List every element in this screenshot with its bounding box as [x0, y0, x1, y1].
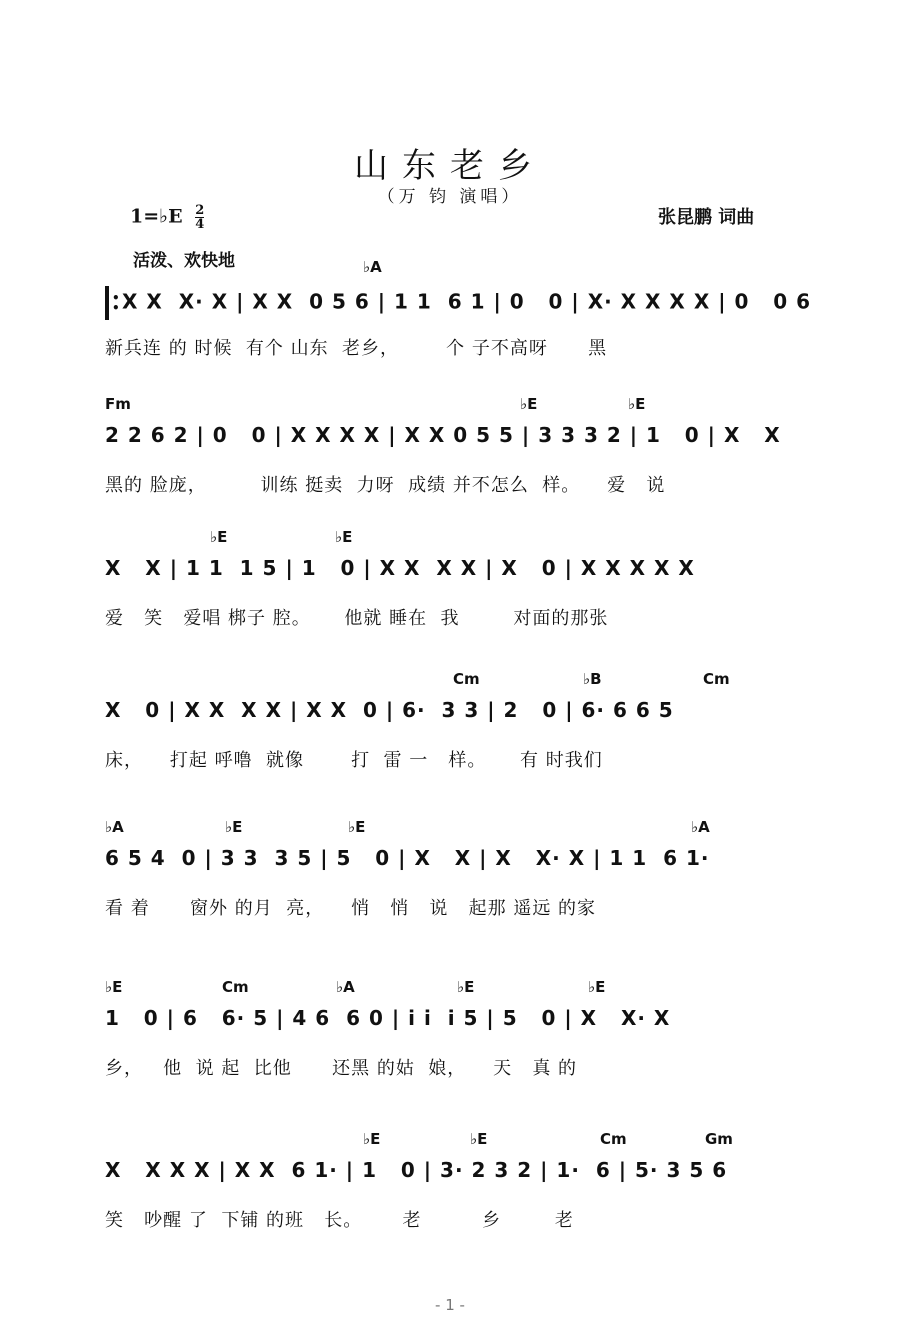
tempo-marking: 活泼、欢快地	[133, 251, 235, 271]
time-signature	[195, 204, 204, 231]
lyrics-row: 看 着 窗外 的月 亮， 悄 悄 说 起那 遥远 的家	[105, 898, 597, 919]
notation-row: X X | 1 1 1 5 | 1 0 | X X X X | X 0 | X X X X X	[105, 556, 695, 580]
lyrics-row: 黑的 脸庞， 训练 挺卖 力呀 成绩 并不怎么 样。 爱 说	[105, 475, 666, 496]
repeat-dots: • •	[112, 291, 121, 315]
chord-symbol: ♭E	[470, 1130, 488, 1148]
chord-symbol: Cm	[600, 1130, 627, 1148]
chord-symbol: Cm	[222, 978, 249, 996]
chord-row	[105, 528, 825, 552]
chord-row	[105, 818, 825, 842]
chord-symbol: ♭E	[628, 395, 646, 413]
repeat-start-barline	[105, 286, 109, 320]
chord-symbol: Gm	[705, 1130, 733, 1148]
chord-row	[105, 978, 825, 1002]
notation-row: 6 5 4 0 | 3 3 3 5 | 5 0 | X X | X X· X | 1 1 6 1·	[105, 846, 710, 870]
chord-symbol: ♭E	[457, 978, 475, 996]
chord-symbol: ♭E	[210, 528, 228, 546]
chord-symbol: ♭E	[520, 395, 538, 413]
key-signature	[130, 204, 204, 231]
chord-symbol: ♭B	[583, 670, 602, 688]
performer-note: （万 钧 演唱）	[377, 187, 523, 207]
lyrics-row: 床， 打起 呼噜 就像 打 雷 一 样。 有 时我们	[105, 750, 603, 771]
key-label: 1=♭E	[130, 205, 183, 228]
chord-symbol: ♭E	[335, 528, 353, 546]
time-numerator: 2	[195, 203, 205, 218]
lyrics-row: 笑 吵醒 了 下铺 的班 长。 老 乡 老	[105, 1210, 574, 1231]
chord-row	[105, 258, 825, 282]
lyrics-row: 爱 笑 爱唱 梆子 腔。 他就 睡在 我 对面的那张	[105, 608, 609, 629]
chord-row	[105, 670, 825, 694]
chord-symbol: ♭E	[588, 978, 606, 996]
page-number: - 1 -	[435, 1296, 465, 1314]
lyrics-row: 乡， 他 说 起 比他 还黑 的姑 娘， 天 真 的	[105, 1058, 578, 1079]
notation-row: 2 2 6 2 | 0 0 | X X X X | X X 0 5 5 | 3 3 3 2 | 1 0 | X X	[105, 423, 781, 447]
chord-symbol: ♭E	[348, 818, 366, 836]
notation-row: X 0 | X X X X | X X 0 | 6· 3 3 | 2 0 | 6· 6 6 5	[105, 698, 674, 722]
notation-text: X X X· X | X X 0 5 6 | 1 1 6 1 | 0 0 | X· X X X X | 0 0 6	[122, 289, 812, 314]
chord-symbol: ♭A	[691, 818, 710, 836]
chord-symbol: ♭A	[336, 978, 355, 996]
composer-credit: 张昆鹏 词曲	[658, 207, 755, 228]
chord-symbol: ♭E	[105, 978, 123, 996]
lyrics-row: 新兵连 的 时候 有个 山东 老乡， 个 子不高呀 黑	[105, 338, 608, 359]
chord-symbol: ♭A	[363, 258, 382, 276]
chord-symbol: Cm	[703, 670, 730, 688]
time-denominator: 4	[195, 217, 205, 232]
notation-row: 1 0 | 6 6· 5 | 4 6 6 0 | i i i 5 | 5 0 | X X· X	[105, 1006, 671, 1030]
chord-symbol: Cm	[453, 670, 480, 688]
chord-symbol: ♭E	[363, 1130, 381, 1148]
chord-symbol: ♭A	[105, 818, 124, 836]
notation-row	[105, 286, 825, 326]
chord-symbol: Fm	[105, 395, 131, 413]
chord-row	[105, 395, 825, 419]
chord-symbol: ♭E	[225, 818, 243, 836]
notation-row: X X X X | X X 6 1· | 1 0 | 3· 2 3 2 | 1· 6 | 5· 3 5 6	[105, 1158, 728, 1182]
song-title: 山东老乡	[354, 146, 546, 186]
chord-row	[105, 1130, 825, 1154]
